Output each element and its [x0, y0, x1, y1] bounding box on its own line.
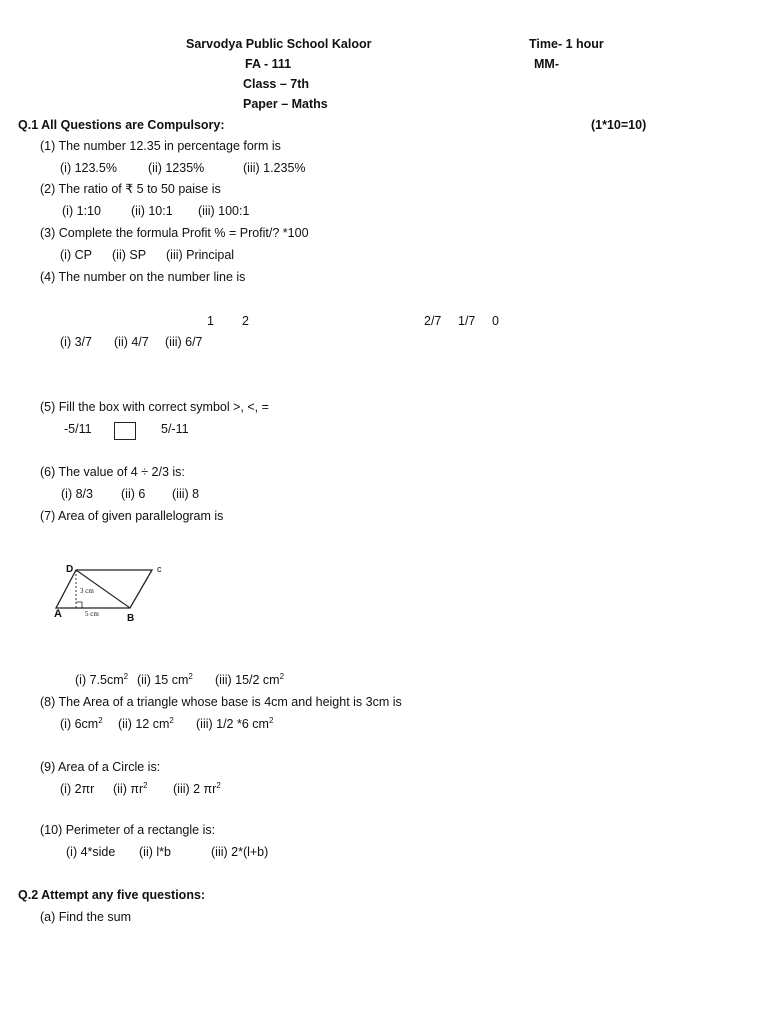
q9-option-2: (ii) $\pi r^2$ [113, 781, 148, 796]
parallelogram-figure [50, 560, 180, 630]
q3-option-1: (i) CP [60, 248, 92, 262]
comparison-left: -5/11 [64, 422, 92, 436]
number-line-label: 2 [242, 314, 249, 328]
q10-option-1: (i) 4*side [66, 845, 116, 859]
q2-option-2: (ii) 10:1 [131, 204, 173, 218]
q6-option-3: (iii) 8 [172, 487, 200, 501]
test-code: FA - 111 [245, 57, 292, 71]
q1-title: Q.1 All Questions are Compulsory: [18, 118, 225, 132]
q10-option-2: (ii) l*b [139, 845, 171, 859]
base-label: 5 cm [85, 610, 99, 618]
q2-option-3: (iii) 100:1 [198, 204, 250, 218]
vertex-c-label: c [157, 564, 162, 574]
q8-option-1: (i) $6cm^2$ [60, 716, 103, 731]
q8-option-2: (ii) 12 $cm^2$ [118, 716, 174, 731]
question-3: (3) Complete the formula Profit % = Profit/? *100 [40, 226, 309, 240]
q1-option-3: (iii) 1.235% [243, 161, 306, 175]
max-marks: MM- [534, 57, 559, 71]
school-name: Sarvodya Public School Kaloor [186, 37, 372, 51]
time-allowed: Time- 1 hour [529, 37, 604, 51]
question-6: (6) The value of 4 ÷ 2/3 is: [40, 465, 185, 479]
q7-option-3: (iii) 15/2 $cm^2$ [215, 672, 285, 687]
q7-option-2: (ii) 15 $cm^2$ [137, 672, 193, 687]
q2-option-1: (i) 1:10 [62, 204, 101, 218]
q1-option-2: (ii) 1235% [148, 161, 205, 175]
q2-item-a: (a) Find the sum [40, 910, 132, 924]
q10-option-3: (iii) 2*(l+b) [211, 845, 269, 859]
q3-option-3: (iii) Principal [166, 248, 235, 262]
q6-option-2: (ii) 6 [121, 487, 146, 501]
paper-label: Paper – Maths [243, 97, 328, 111]
q4-option-1: (i) 3/7 [60, 335, 92, 349]
height-label: 3 cm [80, 587, 94, 595]
number-line-label: 0 [492, 314, 499, 328]
vertex-a-label: A [54, 608, 62, 620]
question-1: (1) The number 12.35 in percentage form is [40, 139, 281, 153]
q6-option-1: (i) 8/3 [61, 487, 93, 501]
number-line-label: 1 [207, 314, 214, 328]
question-10: (10) Perimeter of a rectangle is: [40, 823, 216, 837]
question-9: (9) Area of a Circle is: [40, 760, 161, 774]
question-4: (4) The number on the number line is [40, 270, 246, 284]
number-line-label: 1/7 [458, 314, 476, 328]
question-5: (5) Fill the box with correct symbol >, <, = [40, 400, 269, 414]
vertex-b-label: B [127, 613, 135, 624]
vertex-d-label: D [66, 564, 74, 575]
question-7: (7) Area of given parallelogram is [40, 509, 224, 523]
q3-option-2: (ii) SP [112, 248, 147, 262]
q9-option-1: (i) 2πr [60, 782, 95, 796]
q9-option-3: (iii) 2 $\pi r^2$ [173, 781, 221, 796]
answer-box [114, 422, 136, 440]
q2-title: Q.2 Attempt any five questions: [18, 888, 206, 902]
q4-option-3: (iii) 6/7 [165, 335, 203, 349]
question-2: (2) The ratio of ₹ 5 to 50 paise is [40, 182, 221, 196]
class-label: Class – 7th [243, 77, 310, 91]
q1-option-1: (i) 123.5% [60, 161, 117, 175]
q4-option-2: (ii) 4/7 [114, 335, 149, 349]
q8-option-3: (iii) 1/2 *6 $cm^2$ [196, 716, 274, 731]
q1-marks: (1*10=10) [591, 118, 647, 132]
comparison-right: 5/-11 [161, 422, 189, 436]
q7-option-1: (i) $7.5cm^2$ [75, 672, 129, 687]
number-line-label: 2/7 [424, 314, 442, 328]
question-8: (8) The Area of a triangle whose base is 4cm and height is 3cm is [40, 695, 402, 709]
